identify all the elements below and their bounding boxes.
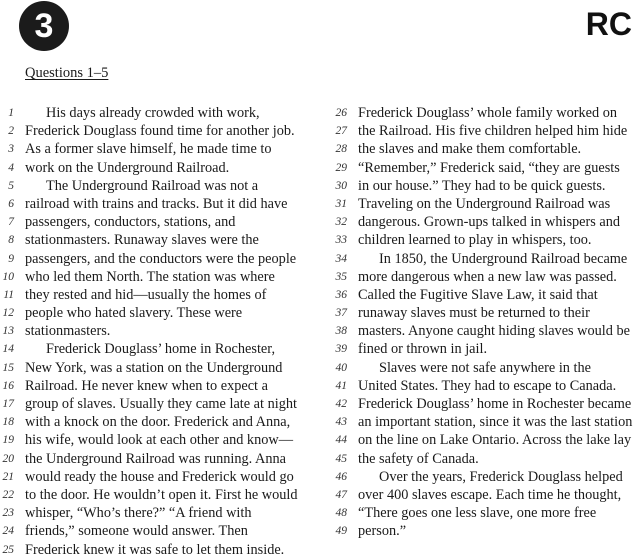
line-number: 47 bbox=[335, 488, 347, 501]
line-text: In 1850, the Underground Railroad became bbox=[379, 250, 628, 267]
line-text: whisper, “Who’s there?” “A friend with bbox=[25, 505, 252, 522]
line-number: 8 bbox=[8, 234, 14, 247]
line-number: 25 bbox=[2, 543, 14, 556]
passage-line bbox=[0, 159, 318, 177]
passage-line bbox=[328, 322, 640, 340]
passage-line bbox=[328, 468, 640, 486]
line-text: over 400 slaves escape. Each time he thought, bbox=[358, 486, 622, 503]
section-code-label: RC bbox=[585, 6, 632, 42]
line-number: 43 bbox=[335, 416, 347, 429]
line-text: Frederick Douglass’ home in Rochester, bbox=[46, 341, 276, 358]
passage-line bbox=[328, 431, 640, 449]
passage-line bbox=[328, 395, 640, 413]
passage-line bbox=[0, 413, 318, 431]
line-number: 20 bbox=[2, 452, 14, 465]
line-text: children learned to play in whispers, too. bbox=[358, 232, 592, 249]
passage-line bbox=[328, 413, 640, 431]
line-number: 39 bbox=[335, 343, 347, 356]
line-number: 16 bbox=[2, 379, 14, 392]
line-number: 38 bbox=[335, 325, 347, 338]
line-text: United States. They had to escape to Canada. bbox=[358, 377, 617, 394]
line-text: the Railroad. His five children helped him hide bbox=[358, 123, 628, 140]
line-text: to the door. He wouldn’t open it. First he would bbox=[25, 486, 298, 503]
passage-line bbox=[0, 286, 318, 304]
passage-line bbox=[328, 522, 640, 540]
passage-line bbox=[328, 140, 640, 158]
line-text: Frederick Douglass’ home in Rochester became bbox=[358, 396, 632, 412]
passage-line bbox=[328, 450, 640, 468]
passage-line bbox=[0, 195, 318, 213]
passage-line bbox=[0, 522, 318, 540]
line-text: Frederick Douglass’ whole family worked on bbox=[358, 105, 617, 121]
line-number: 48 bbox=[335, 507, 347, 520]
line-number: 46 bbox=[335, 470, 347, 483]
passage-line bbox=[0, 340, 318, 358]
line-number: 30 bbox=[335, 179, 347, 192]
line-number: 11 bbox=[3, 288, 14, 301]
line-text: the slaves and make them comfortable. bbox=[358, 141, 582, 158]
line-text: stationmasters. bbox=[25, 323, 111, 340]
passage-line bbox=[328, 486, 640, 504]
questions-heading: Questions 1–5 bbox=[25, 65, 109, 81]
passage-line bbox=[328, 195, 640, 213]
passage-line bbox=[328, 250, 640, 268]
line-number: 21 bbox=[2, 470, 14, 483]
passage-line bbox=[328, 286, 640, 304]
passage-line bbox=[0, 359, 318, 377]
line-number: 14 bbox=[2, 343, 14, 356]
line-number: 23 bbox=[2, 507, 14, 520]
passage-line bbox=[0, 322, 318, 340]
line-text: would ready the house and Frederick would go bbox=[25, 468, 294, 485]
line-number: 33 bbox=[335, 234, 347, 247]
passage-line bbox=[0, 377, 318, 395]
passage-line bbox=[0, 177, 318, 195]
line-number: 35 bbox=[335, 270, 347, 283]
line-text: fined or thrown in jail. bbox=[358, 341, 488, 358]
line-text: Railroad. He never knew when to expect a bbox=[25, 377, 268, 394]
passage-line bbox=[328, 504, 640, 522]
line-text: stationmasters. Runaway slaves were the bbox=[25, 232, 259, 249]
line-number: 9 bbox=[8, 252, 14, 265]
line-text: in our house.” They had to be quick guests. bbox=[358, 177, 606, 194]
line-text: “There goes one less slave, one more free bbox=[358, 505, 597, 522]
passage-line bbox=[0, 104, 318, 122]
line-text: an important station, since it was the last station bbox=[358, 414, 633, 431]
line-number: 19 bbox=[2, 434, 14, 447]
line-text: group of slaves. Usually they came late at night bbox=[25, 396, 297, 412]
passage-line bbox=[0, 231, 318, 249]
passage-line bbox=[0, 395, 318, 413]
line-number: 40 bbox=[335, 361, 347, 374]
line-number: 36 bbox=[335, 288, 347, 301]
passage-line bbox=[328, 304, 640, 322]
passage-line bbox=[0, 486, 318, 504]
passage-line bbox=[0, 541, 318, 559]
line-number: 13 bbox=[2, 325, 14, 338]
line-text: passengers, conductors, stations, and bbox=[25, 214, 236, 231]
passage-line bbox=[328, 104, 640, 122]
line-number: 28 bbox=[335, 143, 347, 156]
line-text: railroad with trains and tracks. But it did have bbox=[25, 195, 288, 212]
line-text: with a knock on the door. Frederick and Anna, bbox=[25, 414, 291, 431]
line-text: person.” bbox=[358, 523, 407, 540]
line-text: work on the Underground Railroad. bbox=[25, 159, 230, 176]
line-number: 12 bbox=[2, 307, 14, 320]
passage-line bbox=[328, 268, 640, 286]
passage-line bbox=[0, 140, 318, 158]
line-number: 32 bbox=[335, 216, 347, 229]
line-number: 5 bbox=[8, 179, 14, 192]
line-text: Frederick Douglass found time for another job. bbox=[25, 123, 295, 140]
line-number: 49 bbox=[335, 525, 347, 538]
line-text: runaway slaves must be returned to their bbox=[358, 305, 590, 322]
line-text: The Underground Railroad was not a bbox=[46, 177, 259, 194]
line-number: 41 bbox=[335, 379, 347, 392]
line-number: 4 bbox=[8, 161, 14, 174]
line-number: 42 bbox=[335, 398, 347, 410]
passage-line bbox=[0, 250, 318, 268]
passage-line bbox=[328, 122, 640, 140]
line-number: 15 bbox=[2, 361, 14, 374]
line-number: 22 bbox=[2, 488, 14, 501]
passage-right-column bbox=[328, 104, 640, 541]
line-text: As a former slave himself, he made time to bbox=[25, 141, 272, 158]
line-text: Called the Fugitive Slave Law, it said that bbox=[358, 286, 598, 303]
line-number: 1 bbox=[8, 107, 14, 119]
passage-line bbox=[328, 377, 640, 395]
line-text: Traveling on the Underground Railroad was bbox=[358, 195, 611, 212]
line-text: dangerous. Grown-ups talked in whispers and bbox=[358, 214, 621, 231]
line-number: 2 bbox=[8, 125, 14, 138]
passage-line bbox=[0, 122, 318, 140]
section-number-badge bbox=[19, 1, 69, 51]
line-number: 18 bbox=[2, 416, 14, 429]
line-text: friends,” someone would answer. Then bbox=[25, 523, 248, 540]
line-number: 17 bbox=[2, 398, 14, 410]
section-number: 3 bbox=[34, 7, 54, 45]
line-text: “Remember,” Frederick said, “they are guests bbox=[358, 159, 620, 176]
line-text: masters. Anyone caught hiding slaves would be bbox=[358, 323, 630, 340]
passage-line bbox=[328, 213, 640, 231]
line-text: passengers, and the conductors were the people bbox=[25, 250, 297, 267]
line-number: 37 bbox=[335, 307, 347, 320]
passage-line bbox=[0, 304, 318, 322]
passage-line bbox=[328, 359, 640, 377]
line-number: 45 bbox=[335, 452, 347, 465]
line-number: 10 bbox=[2, 270, 14, 283]
line-number: 26 bbox=[335, 107, 347, 119]
line-text: more dangerous when a new law was passed. bbox=[358, 268, 617, 285]
passage-line bbox=[0, 468, 318, 486]
line-number: 24 bbox=[2, 525, 14, 538]
line-number: 7 bbox=[8, 216, 14, 229]
line-text: on the line on Lake Ontario. Across the lake lay bbox=[358, 432, 632, 449]
passage-line bbox=[0, 268, 318, 286]
passage-line bbox=[328, 231, 640, 249]
line-number: 29 bbox=[335, 161, 347, 174]
line-text: they rested and hid—usually the homes of bbox=[25, 286, 267, 303]
line-text: Slaves were not safe anywhere in the bbox=[379, 359, 591, 376]
passage-left-column bbox=[0, 104, 318, 559]
passage-line bbox=[328, 177, 640, 195]
line-number: 44 bbox=[335, 434, 347, 447]
line-number: 27 bbox=[335, 125, 347, 138]
line-text: who led them North. The station was where bbox=[25, 268, 275, 285]
line-text: the Underground Railroad was running. Anna bbox=[25, 450, 287, 467]
line-number: 31 bbox=[335, 197, 347, 210]
line-text: Over the years, Frederick Douglass helped bbox=[379, 468, 623, 485]
line-number: 6 bbox=[8, 197, 14, 210]
line-text: his wife, would look at each other and know— bbox=[25, 432, 294, 449]
line-text: New York, was a station on the Underground bbox=[25, 359, 283, 376]
line-text: His days already crowded with work, bbox=[46, 105, 260, 121]
line-number: 34 bbox=[335, 252, 347, 265]
passage-line bbox=[0, 450, 318, 468]
passage-line bbox=[328, 340, 640, 358]
passage-line bbox=[0, 431, 318, 449]
passage-line bbox=[0, 504, 318, 522]
passage-line bbox=[328, 159, 640, 177]
line-text: people who hated slavery. These were bbox=[25, 305, 243, 322]
line-text: Frederick knew it was safe to let them inside. bbox=[25, 541, 285, 558]
line-number: 3 bbox=[8, 143, 14, 156]
line-text: the safety of Canada. bbox=[358, 450, 479, 467]
passage-line bbox=[0, 213, 318, 231]
